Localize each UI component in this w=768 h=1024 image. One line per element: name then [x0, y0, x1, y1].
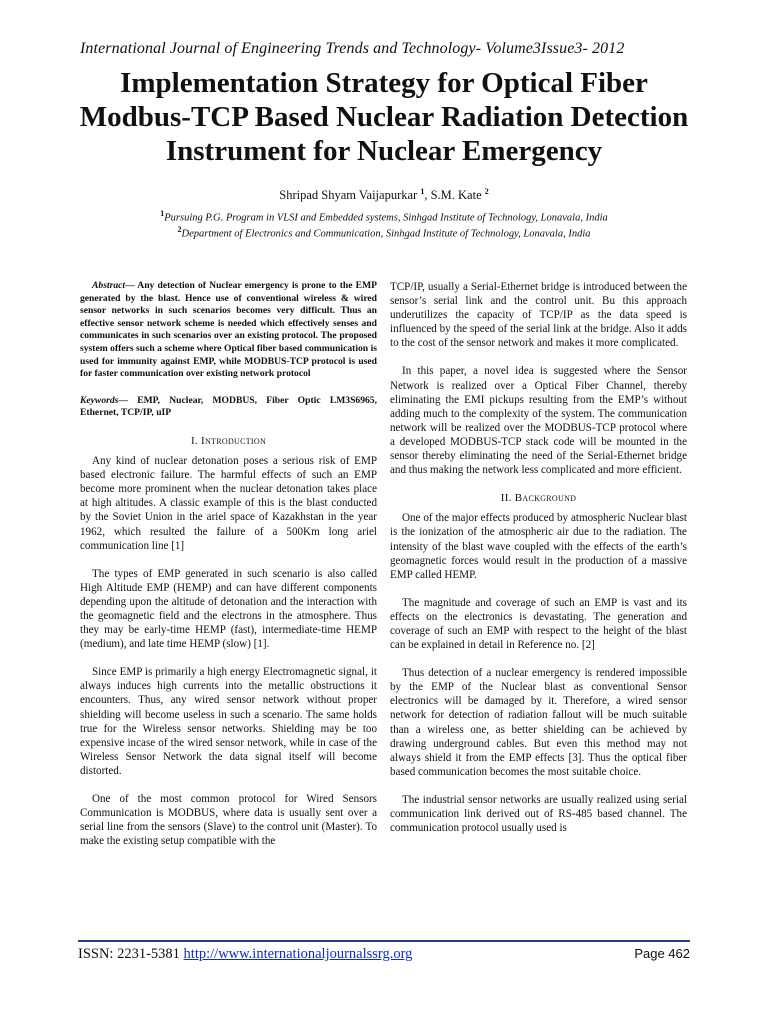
section-heading-background: II. Background [500, 492, 577, 505]
affiliation-1-text: Pursuing P.G. Program in VLSI and Embedded systems, Sinhgad Institute of Technology, Lonavala, India [164, 212, 608, 224]
page-number: Page 462 [634, 946, 690, 961]
affiliation-1-marker: 1 [160, 209, 165, 218]
footer-divider [78, 940, 690, 942]
issn-line [78, 946, 412, 963]
paragraph: The industrial sensor networks are usually realized using serial communication link derived out of RS-485 based channel. The communication protocol usually used is [390, 793, 687, 835]
title-line-2: Modbus-TCP Based Nuclear Radiation Detection [79, 101, 689, 133]
title-line-1: Implementation Strategy for Optical Fiber [120, 67, 648, 99]
right-column [390, 280, 687, 849]
keywords [80, 395, 377, 420]
abstract [80, 280, 377, 381]
issn-text: ISSN: 2231-5381 [78, 946, 184, 962]
section-heading-introduction: I. Introduction [190, 434, 267, 447]
keywords-lead: Keywords [80, 394, 119, 406]
author-2: , S.M. Kate [424, 188, 485, 203]
affiliation-1 [0, 209, 768, 224]
paragraph: Any kind of nuclear detonation poses a serious risk of EMP based electronic failure. The harmful effects of such an EMP become more prominent when the nuclear detonation takes place at high altitudes. A classic example of this is the blast conducted by the Soviet Union in the ariel space of Kazakhstan in the year 1962, which resulted the failure of a 500Km long ariel communication line [1] [80, 455, 377, 552]
paragraph: The magnitude and coverage of such an EMP is vast and its effects on the electronics is devastating. The generation and coverage of such an EMP with respect to the height of the blast can be explained in detail in Reference no. [2] [390, 596, 687, 652]
abstract-lead: Abstract [92, 280, 126, 291]
paragraph: Since EMP is primarily a high energy Electromagnetic signal, it always induces high currents into the metallic obstructions it encounters. Thus, any wired sensor network without proper shielding will become useless in such a scenario. The same holds true for the Wireless sensor networks. Shielding may be too expensive incase of the wired sensor network, while in case of the Wireless Sensor Network the data signal itself will become distorted. [80, 666, 377, 777]
affiliation-2-text: Department of Electronics and Communication, Sinhgad Institute of Technology, Lonavala, India [181, 228, 591, 240]
title-line-3: Instrument for Nuclear Emergency [165, 135, 603, 167]
author-line [0, 187, 768, 203]
abstract-text: — Any detection of Nuclear emergency is prone to the EMP generated by the blast. Hence use of conventional wireless & wired sensor networks in such scenarios becomes very difficult. Thus an effective sensor network scheme is needed which effectively senses and communicates in such scenarios over an existing protocol. The proposed system offers such a scheme where Optical fiber based communication is used for immunity against EMP, while MODBUS-TCP protocol is used for faster communication over existing network protocol [80, 280, 377, 380]
paragraph: TCP/IP, usually a Serial-Ethernet bridge is introduced between the sensor’s serial link and the control unit. Bu this approach underutilizes the capacity of TCP/IP as the data speed is influenced by the speed of the serial link at the bridge. Also it adds to the cost of the sensor network and makes it more complicated. [390, 281, 687, 350]
author-1-marker: 1 [420, 187, 425, 196]
author-1: Shripad Shyam Vaijapurkar [279, 188, 421, 203]
paragraph: In this paper, a novel idea is suggested where the Sensor Network is realized over a Optical Fiber Channel, thereby eliminating the EMI pickups resulting from the EMP’s without adding much to the complexity of the system. The communication network will be realized over the MODBUS-TCP protocol where a developed MODBUS-TCP stack code will be mounted in the sensor thereby eliminating the need of the Serial-Ethernet bridge and thus making the network less complicated and more efficient. [390, 365, 687, 477]
author-2-marker: 2 [484, 187, 489, 196]
paragraph: One of the most common protocol for Wired Sensors Communication is MODBUS, where data is usually sent over a serial line from the sensors (Slave) to the control unit (Master). To make the existing setup compatible with the [80, 793, 377, 848]
paragraph: One of the major effects produced by atmospheric Nuclear blast is the ionization of the atmospheric air due to the radiation. The intensity of the blast wave coupled with the effects of the earth’s geomagnetic forces would result in the production of a massive EMP called HEMP. [390, 512, 687, 581]
left-column [80, 280, 377, 862]
affiliation-2-marker: 2 [177, 225, 182, 234]
journal-url-link[interactable]: http://www.internationaljournalssrg.org [183, 946, 413, 962]
paragraph: Thus detection of a nuclear emergency is rendered impossible by the EMP of the Nuclear blast as conventional Sensor electronics will be damaged by it. Therefore, a wired sensor network for detection of radiation fallout will be much suitable than a wireless one, as better shielding can be achieved by drawing underground cables. But even this method may not always shield it from the EMP effects [3]. Thus the optical fiber based communication becomes the most suitable choice. [390, 667, 687, 778]
paragraph: The types of EMP generated in such scenario is also called High Altitude EMP (HEMP) and can have different components depending upon the altitude of detonation and the interaction with the geomagnetic field and the electrons in the atmosphere. Thus they may be early-time HEMP (fast), intermediate-time HEMP (medium), and late time HEMP (slow) [1]. [80, 567, 377, 651]
keywords-text: — EMP, Nuclear, MODBUS, Fiber Optic LM3S6965, Ethernet, TCP/IP, uIP [80, 394, 377, 419]
paper-title [60, 66, 708, 168]
affiliation-2 [0, 225, 768, 240]
journal-header: International Journal of Engineering Trends and Technology- Volume3Issue3- 2012 [80, 40, 625, 57]
